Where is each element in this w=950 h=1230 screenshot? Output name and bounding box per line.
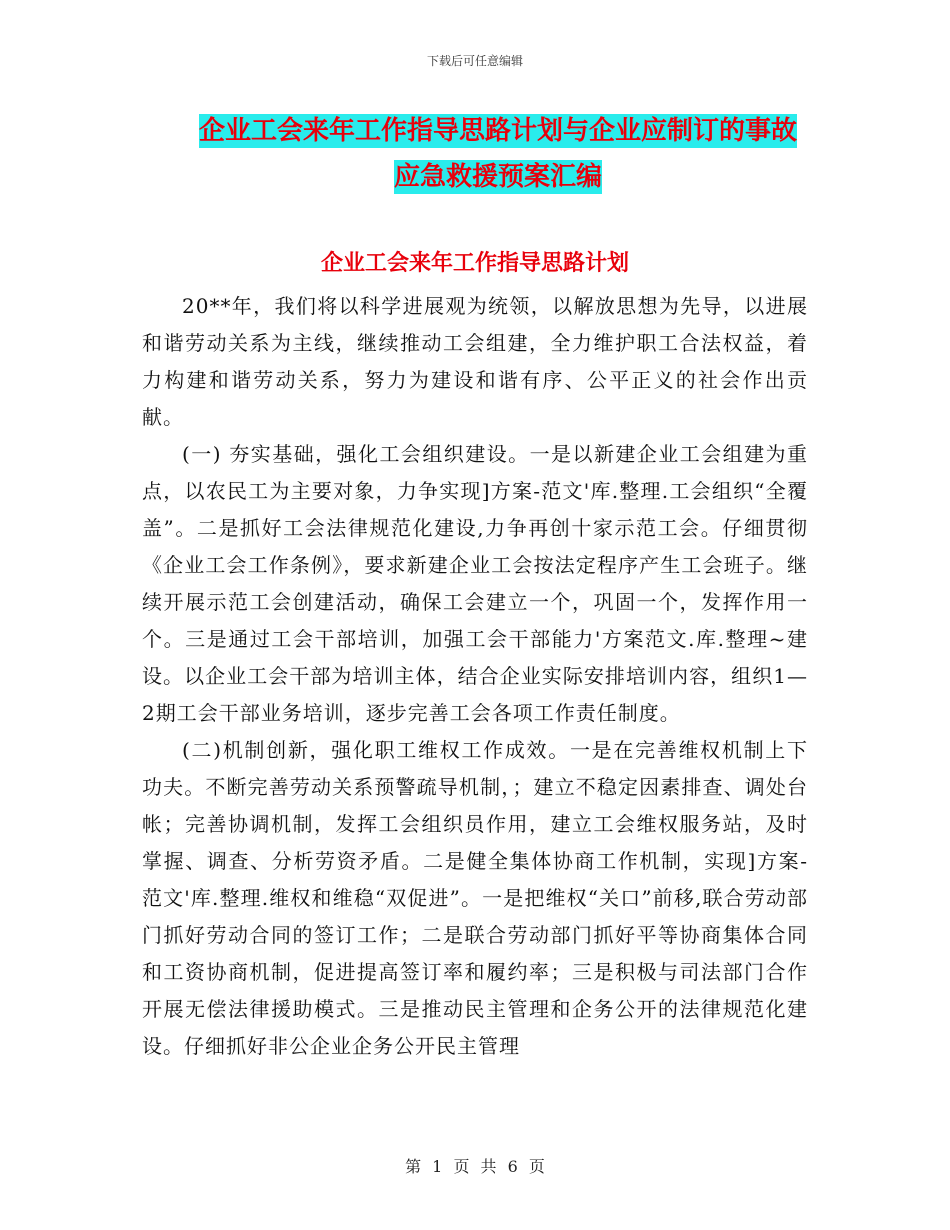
document-title-line-2: 应急救援预案汇编 [393, 162, 602, 192]
page-header-note: 下载后可任意编辑 [426, 54, 523, 68]
paragraph-section-2: (二)机制创新，强化职工维权工作成效。一是在完善维权机制上下功夫。不断完善劳动关系预警疏导机制，；建立不稳定因素排查、调处台帐；完善协调机制，发挥工会组织员作用，建立工会维权服务站，及时掌握、调查、分析劳资矛盾。二是健全集体协商工作机制，实现]方案-范文'库.整理.维权和维稳“双促进”。一是把维权“关口”前移,联合劳动部门抓好劳动合同的签订工作；二是联合劳动部门抓好平等协商集体合同和工资协商机制，促进提高签订率和履约率；三是积极与司法部门合作开展无偿法律援助模式。三是推动民主管理和企务公开的法律规范化建设。仔细抓好非公企业企务公开民主管理 [142, 738, 808, 1058]
paragraph-section-1: (一) 夯实基础，强化工会组织建设。一是以新建企业工会组建为重点，以农民工为主要对象，力争实现]方案-范文'库.整理.工会组织“全覆盖”。二是抓好工会法律规范化建设,力争再创十家示范工会。仔细贯彻《企业工会工作条例》，要求新建企业工会按法定程序产生工会班子。继续开展示范工会创建活动，确保工会建立一个，巩固一个，发挥作用一个。三是通过工会干部培训，加强工会干部能力'方案范文.库.整理~建设。以企业工会干部为培训主体，结合企业实际安排培训内容，组织1—2期工会干部业务培训，逐步完善工会各项工作责任制度。 [142, 442, 808, 725]
page-number-footer: 第 1 页 共 6 页 [405, 1157, 545, 1176]
section-title: 企业工会来年工作指导思路计划 [320, 251, 629, 276]
document-title-line-1: 企业工会来年工作指导思路计划与企业应制订的事故 [198, 116, 797, 146]
document-body [142, 288, 808, 1065]
document-title [188, 108, 808, 200]
paragraph-intro: 20**年，我们将以科学进展观为统领，以解放思想为先导，以进展和谐劳动关系为主线，继续推动工会组建，全力维护职工合法权益，着力构建和谐劳动关系，努力为建设和谐有序、公平正义的社会作出贡献。 [142, 294, 808, 429]
